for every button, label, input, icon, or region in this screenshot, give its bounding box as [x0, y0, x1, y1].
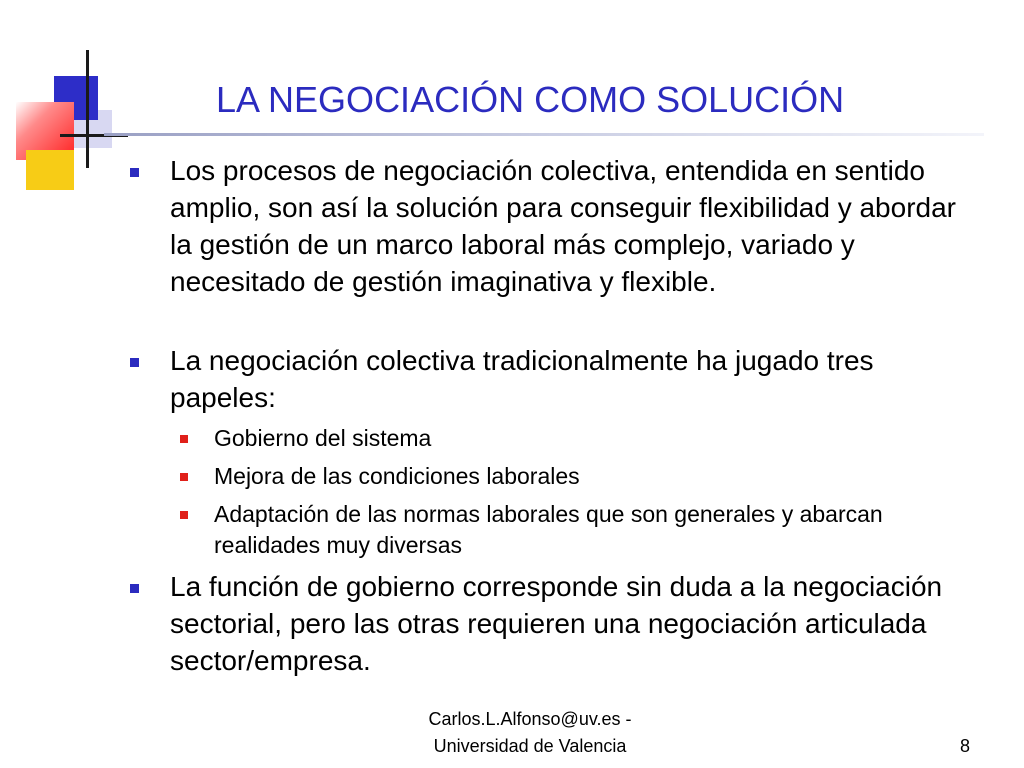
- bullet-text: Los procesos de negociación colectiva, entendida en sentido amplio, son así la solución para conseguir flexibilidad y abordar la gestión de un marco laboral más complejo, variado y necesitado de gestión imaginativa y flexible.: [170, 155, 956, 297]
- vertical-line-shape: [86, 50, 89, 168]
- sub-bullet-text: Adaptación de las normas laborales que son generales y abarcan realidades muy diversas: [214, 501, 883, 558]
- square-sub-bullet-icon: [180, 511, 188, 519]
- square-bullet-icon: [130, 358, 139, 367]
- square-sub-bullet-icon: [180, 473, 188, 481]
- square-sub-bullet-icon: [180, 435, 188, 443]
- sub-bullet-text: Gobierno del sistema: [214, 425, 432, 451]
- decorative-logo: [0, 0, 130, 200]
- footer: [410, 706, 650, 760]
- square-bullet-icon: [130, 584, 139, 593]
- sub-bullet-text: Mejora de las condiciones laborales: [214, 463, 580, 489]
- bullet-text: La función de gobierno corresponde sin duda a la negociación sectorial, pero las otras requieren una negociación articulada sector/empresa.: [170, 571, 943, 676]
- page-number: 8: [959, 736, 970, 756]
- slide-title: LA NEGOCIACIÓN COMO SOLUCIÓN: [216, 79, 845, 120]
- footer-email: Carlos.L.Alfonso@uv.es -: [428, 709, 632, 729]
- yellow-square-shape: [26, 150, 74, 190]
- footer-institution: Universidad de Valencia: [433, 736, 627, 756]
- bullet-text: La negociación colectiva tradicionalmente ha jugado tres papeles:: [170, 345, 874, 413]
- title-divider: [104, 133, 984, 136]
- square-bullet-icon: [130, 168, 139, 177]
